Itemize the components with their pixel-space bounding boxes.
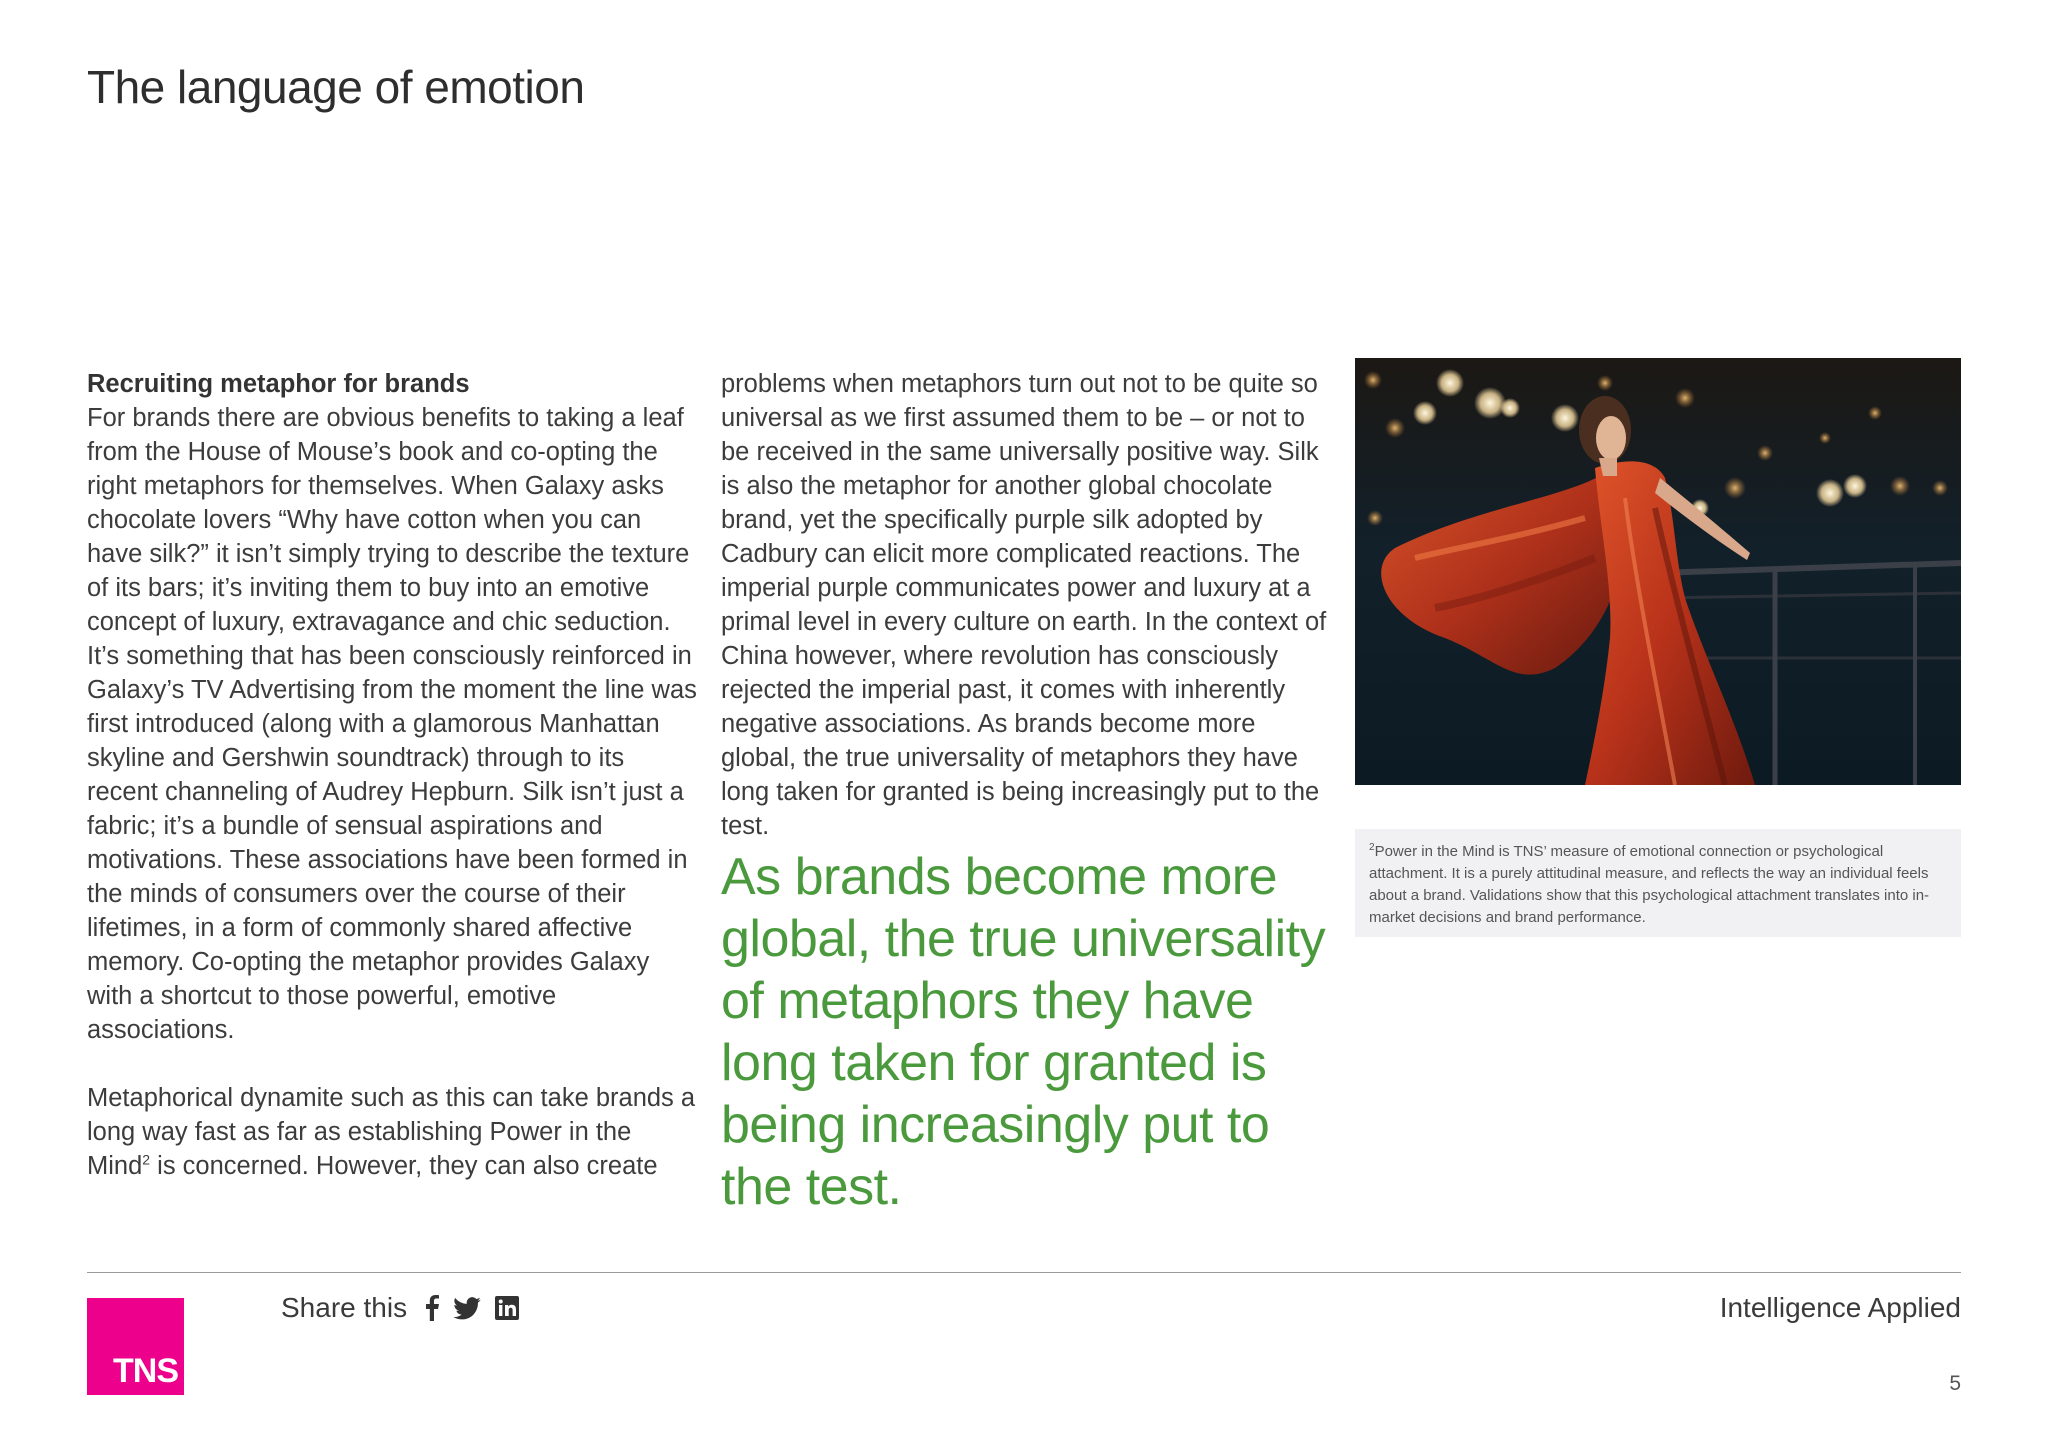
footnote-text: Power in the Mind is TNS’ measure of emotional connection or psychological attachment. It is a purely attitudinal measure, and reflects the way an individual feels about a brand. Validations show that this psychological attachment translates into in-market decisions and brand performance. <box>1369 843 1930 926</box>
paragraph-text: For brands there are obvious benefits to taking a leaf from the House of Mouse’s book and co-opting the right metaphors for themselves. When Galaxy asks chocolate lovers “Why have cotton when you can have silk?” it isn’t simply trying to describe the texture of its bars; it’s inviting them to buy into an emotive concept of luxury, extravagance and chic seduction. It’s something that has been consciously reinforced in Galaxy’s TV Advertising from the moment the line was first introduced (along with a glamorous Manhattan skyline and Gershwin soundtrack) through to its recent channeling of Audrey Hepburn. Silk isn’t just a fabric; it’s a bundle of sensual aspirations and motivations. These associations have been formed in the minds of consumers over the course of their lifetimes, in a form of commonly shared affective memory. Co-opting the metaphor provides Galaxy with a shortcut to those powerful, emotive associations. <box>87 404 697 1044</box>
paragraph-text: Metaphorical dynamite such as this can take brands a long way fast as far as establishing Power in the Mind <box>87 1084 696 1180</box>
woman-in-red-dress-photo <box>1355 358 1961 785</box>
logo-text: TNS <box>113 1352 178 1390</box>
share-bar <box>281 1292 533 1324</box>
page-title: The language of emotion <box>87 61 585 113</box>
paragraph-text: is concerned. However, they can also create <box>150 1152 658 1180</box>
share-label: Share this <box>281 1292 408 1323</box>
body-paragraph-3: problems when metaphors turn out not to be quite so universal as we first assumed them to be – or not to be received in the same universally positive way. Silk is also the metaphor for another global chocolate brand, yet the specifically purple silk adopted by Cadbury can elicit more complicated reactions. The imperial purple communicates power and luxury at a primal level in every culture on earth. In the context of China however, where revolution has consciously rejected the imperial past, it comes with inherently negative associations. As brands become more global, the true universality of metaphors they have long taken for granted is being increasingly put to the test. <box>721 370 1327 840</box>
body-paragraph-2 <box>87 1081 701 1183</box>
linkedin-icon[interactable] <box>495 1296 519 1320</box>
page-number: 5 <box>1949 1372 1961 1395</box>
left-column <box>87 367 701 1183</box>
footer-divider <box>87 1272 1961 1273</box>
twitter-icon[interactable] <box>453 1297 481 1320</box>
section-heading: Recruiting metaphor for brands <box>87 370 470 398</box>
footnote-reference: 2 <box>142 1151 151 1168</box>
body-paragraph-1 <box>87 367 701 1047</box>
facebook-icon[interactable] <box>425 1295 439 1321</box>
footnote <box>1355 829 1961 937</box>
tns-logo <box>87 1298 184 1395</box>
middle-column <box>721 367 1335 843</box>
pull-quote: As brands become more global, the true universality of metaphors they have long taken for granted is being increasingly put to the test. <box>721 848 1326 1216</box>
tagline: Intelligence Applied <box>1719 1292 1961 1323</box>
footnote-number: 2 <box>1369 842 1375 853</box>
